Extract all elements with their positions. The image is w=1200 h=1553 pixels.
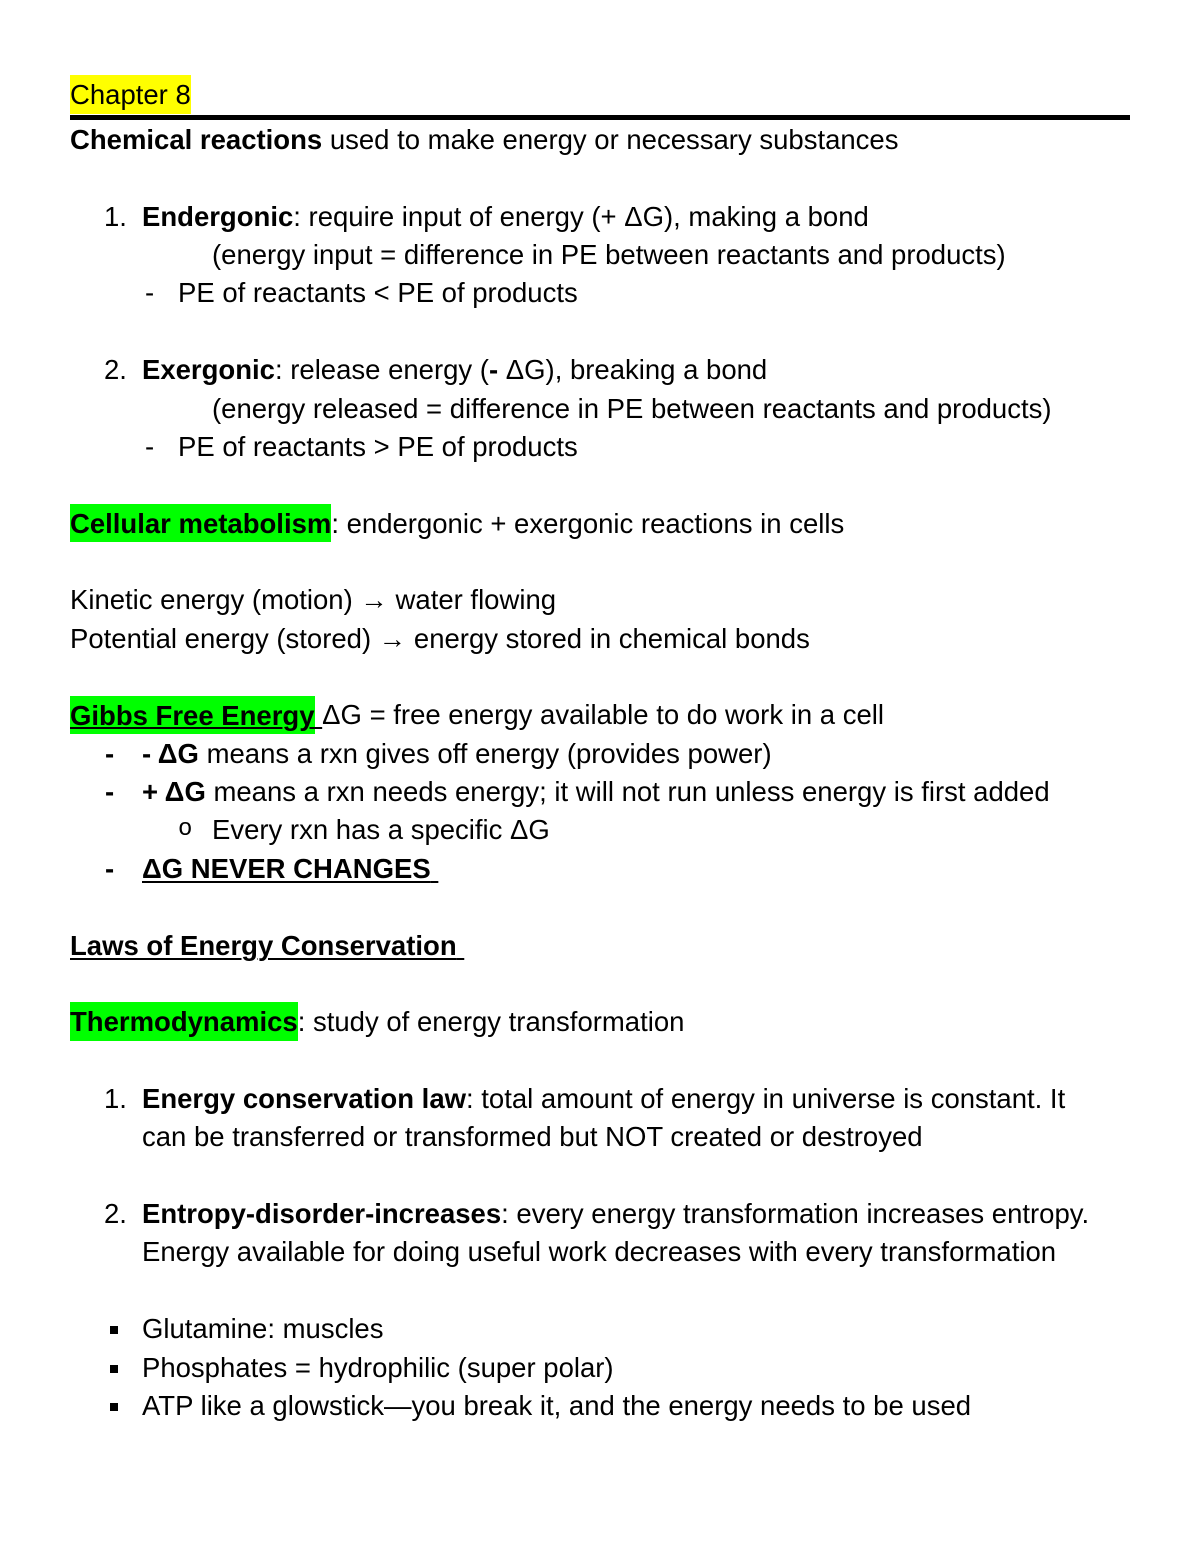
exergonic-note-text: (energy released = difference in PE between reactants and products) — [212, 392, 1052, 424]
right-arrow-icon: → — [360, 584, 388, 616]
endergonic-sub-item — [0, 274, 1200, 312]
blank-line — [0, 159, 1200, 197]
law-item-1-continued — [0, 1118, 1200, 1156]
blank-line — [0, 1272, 1200, 1310]
list-number: 1. — [104, 200, 127, 232]
energy-type-label: Potential energy (stored) — [70, 622, 372, 654]
gibbs-rule-text: ΔG NEVER CHANGES — [142, 852, 431, 884]
blank-line — [0, 1042, 1200, 1080]
energy-type-example: energy stored in chemical bonds — [413, 622, 810, 654]
blank-line — [0, 466, 1200, 504]
gibbs-sub-bullet — [0, 811, 1200, 849]
gibbs-bullet-bold: + ΔG — [142, 776, 206, 808]
square-bullet-icon — [110, 1326, 118, 1334]
law-item-1 — [0, 1080, 1200, 1118]
list-number: 2. — [104, 1198, 127, 1230]
endergonic-note-text: (energy input = difference in PE between reactants and products) — [212, 239, 1006, 271]
exergonic-item — [0, 351, 1200, 389]
endergonic-note — [0, 236, 1200, 274]
endergonic-term: Endergonic — [142, 200, 294, 232]
thermodynamics-term: Thermodynamics — [70, 1002, 298, 1041]
right-arrow-icon: → — [378, 622, 407, 654]
gibbs-bullet-bold: - ΔG — [142, 737, 199, 769]
exergonic-term: Exergonic — [142, 354, 275, 386]
dash-marker: - — [145, 277, 155, 309]
blank-line — [0, 658, 1200, 696]
law-term: Energy conservation law — [142, 1082, 466, 1114]
gibbs-bullet-positive — [0, 773, 1200, 811]
law-item-2-continued — [0, 1233, 1200, 1271]
chapter-heading — [70, 76, 191, 114]
gibbs-term-underline — [70, 696, 322, 735]
blank-line — [0, 313, 1200, 351]
gibbs-bullet-negative — [0, 735, 1200, 773]
note-item — [0, 1387, 1200, 1425]
law-text-continued: can be transferred or transformed but NOT created or destroyed — [142, 1121, 923, 1153]
gibbs-bullet-text: means a rxn needs energy; it will not run unless energy is first added — [205, 776, 1050, 808]
metabolism-term: Cellular metabolism — [70, 504, 331, 543]
gibbs-sub-bullet-text: Every rxn has a specific ΔG — [212, 814, 550, 846]
endergonic-item — [0, 198, 1200, 236]
dash-marker: - — [105, 776, 115, 808]
gibbs-text: ΔG = free energy available to do work in a cell — [322, 699, 884, 731]
note-item — [0, 1310, 1200, 1348]
metabolism-text: : endergonic + exergonic reactions in cells — [331, 507, 845, 539]
blank-line — [0, 1157, 1200, 1195]
note-item — [0, 1349, 1200, 1387]
laws-title: Laws of Energy Conservation — [70, 929, 457, 961]
exergonic-sub-item — [0, 428, 1200, 466]
note-text: ATP like a glowstick—you break it, and the energy needs to be used — [142, 1389, 972, 1421]
energy-type-label: Kinetic energy (motion) — [70, 584, 353, 616]
gibbs-line — [0, 696, 1200, 734]
law-item-2 — [0, 1195, 1200, 1233]
gibbs-rule-bullet — [0, 850, 1200, 888]
exergonic-text-bold: - — [488, 354, 499, 386]
energy-type-example: water flowing — [395, 584, 557, 616]
blank-line — [0, 888, 1200, 926]
chapter-title: Chapter 8 — [70, 75, 191, 114]
intro-term: Chemical reactions — [70, 124, 323, 155]
law-text: : total amount of energy in universe is constant. It — [466, 1082, 1066, 1114]
blank-line — [0, 965, 1200, 1003]
square-bullet-icon — [110, 1365, 118, 1373]
intro-text: used to make energy or necessary substances — [322, 124, 899, 155]
note-text: Glutamine: muscles — [142, 1313, 384, 1345]
thermodynamics-line — [0, 1003, 1200, 1041]
law-text: : every energy transformation increases entropy. — [501, 1198, 1090, 1230]
exergonic-note — [0, 390, 1200, 428]
dash-marker: - — [145, 430, 155, 462]
metabolism-line — [0, 505, 1200, 543]
note-text: Phosphates = hydrophilic (super polar) — [142, 1351, 614, 1383]
law-term: Entropy-disorder-increases — [142, 1198, 502, 1230]
law-text-continued: Energy available for doing useful work decreases with every transformation — [142, 1236, 1057, 1268]
list-number: 2. — [104, 354, 127, 386]
gibbs-bullet-text: means a rxn gives off energy (provides power) — [198, 737, 772, 769]
intro-line — [0, 121, 1200, 159]
endergonic-sub-text: PE of reactants < PE of products — [178, 277, 578, 309]
exergonic-sub-text: PE of reactants > PE of products — [178, 430, 578, 462]
potential-energy-line — [0, 620, 1200, 658]
blank-line — [0, 543, 1200, 581]
square-bullet-icon — [110, 1403, 118, 1411]
list-number: 1. — [104, 1082, 127, 1114]
dash-marker: - — [105, 737, 115, 769]
heading-rule — [70, 115, 1130, 120]
dash-marker: - — [105, 852, 115, 884]
endergonic-text: : require input of energy (+ ΔG), making a bond — [293, 200, 869, 232]
notes-body — [0, 121, 1200, 1425]
laws-heading — [0, 927, 1200, 965]
exergonic-text-post: ΔG), breaking a bond — [498, 354, 768, 386]
thermodynamics-text: : study of energy transformation — [297, 1006, 685, 1038]
gibbs-term: Gibbs Free Energy — [70, 696, 315, 735]
kinetic-energy-line — [0, 581, 1200, 619]
exergonic-text-pre: : release energy ( — [274, 354, 489, 386]
circle-bullet-marker: o — [178, 816, 193, 844]
